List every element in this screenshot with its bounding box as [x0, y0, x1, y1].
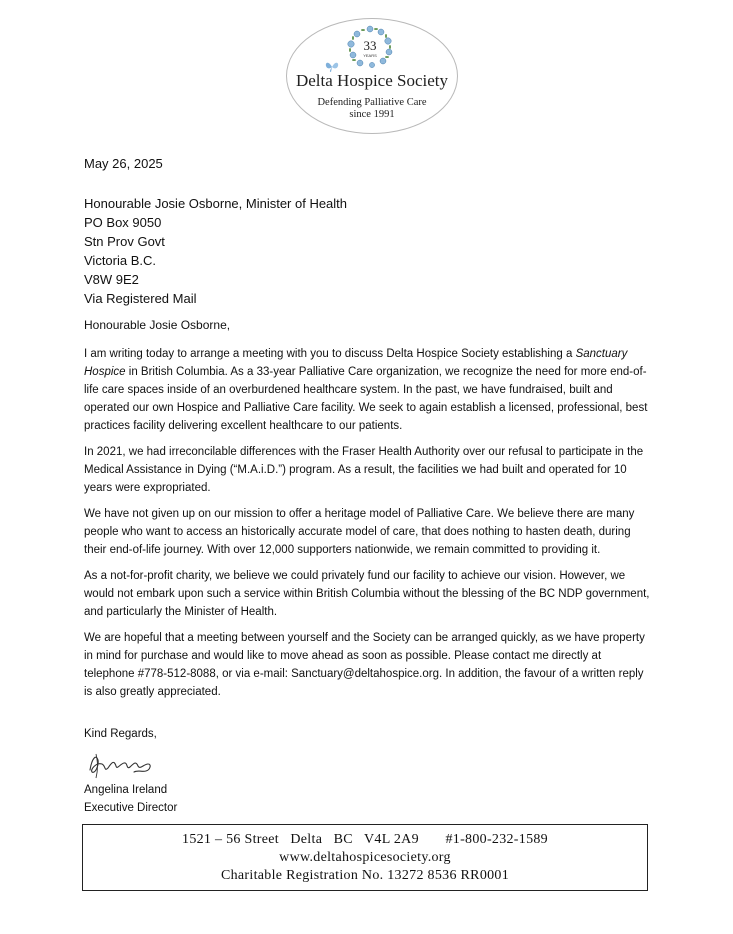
sanctuary-hospice-italic: Sanctuary Hospice — [84, 348, 628, 378]
paragraph-4: As a not-for-profit charity, we believe we could privately fund our facility to achieve our vision. However, we would not embark upon such a service within British Columbia without the blessing of the BC NDP government, and particularly the Minister of Health. — [84, 570, 650, 618]
paragraph-2: In 2021, we had irreconcilable differences with the Fraser Health Authority over our refusal to participate in the Medical Assistance in Dying (“M.A.i.D.”) program. As a result, the facilities we had built and operated for 10 years were expropriated. — [84, 446, 644, 494]
badge-text: YEARS — [363, 53, 377, 58]
recipient-line: Victoria B.C. — [84, 253, 157, 268]
org-tagline: Defending Palliative Care — [317, 97, 427, 108]
salutation: Honourable Josie Osborne, — [84, 318, 231, 332]
floral-wreath-icon — [345, 25, 395, 69]
recipient-address — [84, 194, 347, 308]
org-name: Delta Hospice Society — [295, 71, 448, 90]
recipient-line: Stn Prov Govt — [84, 234, 165, 249]
letter-date: May 26, 2025 — [84, 156, 163, 171]
letterhead-logo — [286, 18, 458, 134]
org-since: since 1991 — [349, 109, 395, 120]
paragraph-5: We are hopeful that a meeting between yourself and the Society can be arranged quickly, as we have property in mind for purchase and would like to move ahead as soon as possible. Please contact me directly at telephone #778-512-8088, or via e-mail: Sanctuary@deltahospice.org. In addition, the favour of a written reply is also greatly appreciated. — [84, 632, 645, 698]
recipient-line: Honourable Josie Osborne, Minister of Health — [84, 196, 348, 211]
recipient-line: Via Registered Mail — [84, 291, 197, 306]
paragraph-1: I am writing today to arrange a meeting with you to discuss Delta Hospice Society establishing a Sanctuary Hospice in British Columbia. As a 33-year Palliative Care organization, we recognize the need for more end-of- life care spaces inside of an overburdened healthcare system. In the past, we have fundraised, built and operated our own Hospice and Palliative Care facility. We seek to again establish a licensed, professional, best practices facility delivering excellent healthcare to our patients. — [84, 348, 648, 432]
closing: Kind Regards, — [84, 728, 157, 740]
paragraph-3: We have not given up on our mission to offer a heritage model of Palliative Care. We believe there are many people who want to access an historically accurate model of care, that does nothing to hasten death, during their end-of-life journey. With over 12,000 supporters nationwide, we remain committed to providing it. — [84, 508, 635, 556]
badge-number: 33 — [363, 38, 377, 53]
footer-registration: Charitable Registration No. 13272 8536 RR0001 — [220, 868, 510, 883]
letter-body — [84, 345, 650, 709]
footer-address: 1521 – 56 Street Delta BC V4L 2A9 #1-800-232-1589 — [182, 832, 548, 847]
recipient-line: V8W 9E2 — [84, 272, 139, 287]
recipient-line: PO Box 9050 — [84, 215, 162, 230]
signer-name: Angelina Ireland — [84, 784, 168, 796]
signer-block — [84, 781, 177, 817]
signer-title: Executive Director — [84, 802, 178, 814]
footer-box — [82, 824, 648, 891]
footer-website: www.deltahospicesociety.org — [279, 850, 451, 865]
handwritten-signature — [86, 748, 158, 780]
